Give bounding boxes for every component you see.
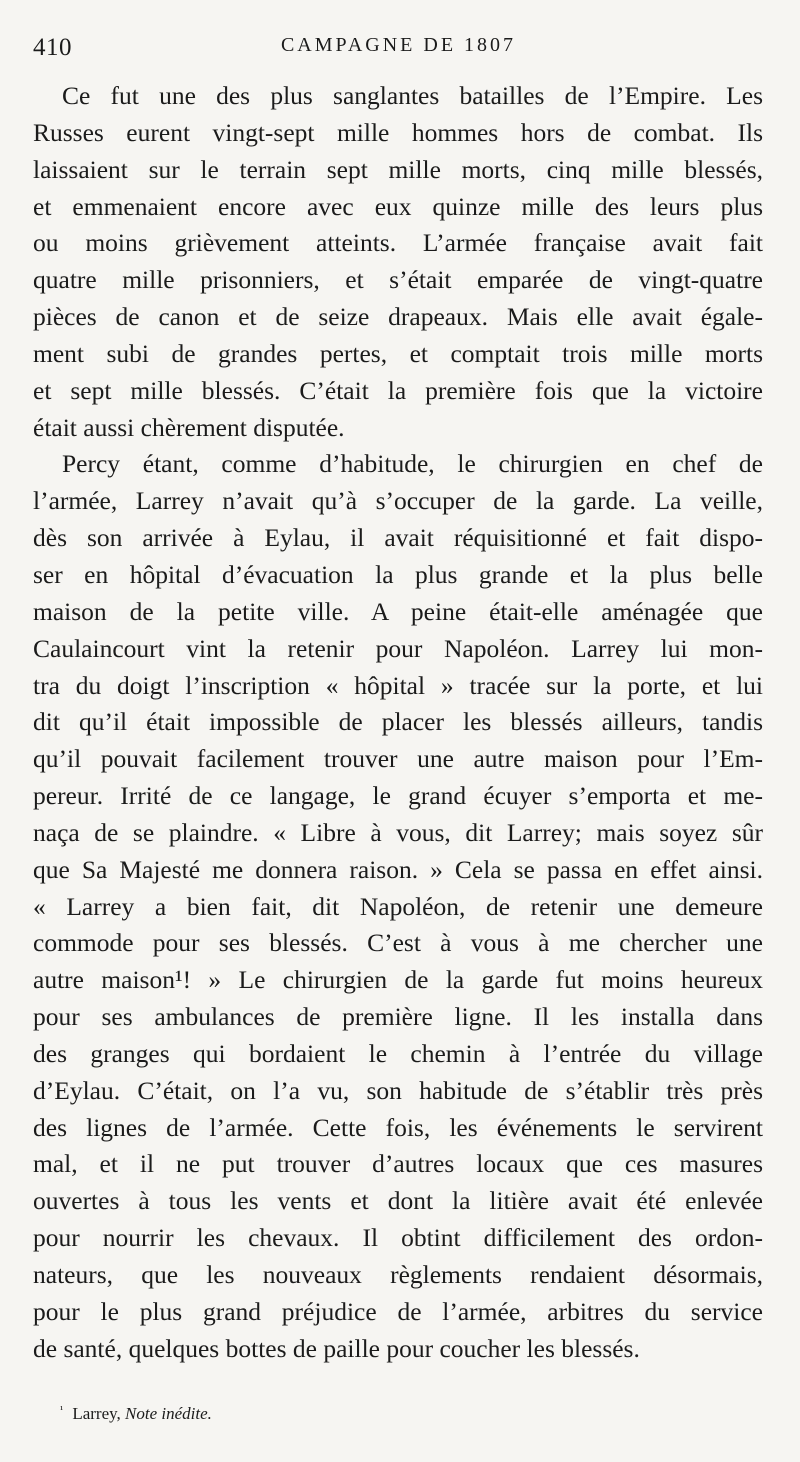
- text-line: que Sa Majesté me donnera raison. » Cela se passa en effet ainsi.: [33, 854, 763, 884]
- text-line: Caulaincourt vint la retenir pour Napoléon. Larrey lui mon-: [33, 633, 763, 663]
- text-line: ou moins grièvement atteints. L’armée française avait fait: [33, 228, 763, 258]
- text-line: pièces de canon et de seize drapeaux. Mais elle avait égale-: [33, 302, 763, 332]
- text-line: Russes eurent vingt-sept mille hommes hors de combat. Ils: [33, 117, 763, 147]
- text-line: l’armée, Larrey n’avait qu’à s’occuper de la garde. La veille,: [33, 486, 763, 516]
- text-line: et emmenaient encore avec eux quinze mille des leurs plus: [33, 191, 763, 221]
- text-line: ouvertes à tous les vents et dont la litière avait été enlevée: [33, 1186, 763, 1216]
- footnote-author: Larrey,: [72, 1404, 121, 1423]
- text-line: pereur. Irrité de ce langage, le grand écuyer s’emporta et me-: [33, 781, 763, 811]
- text-line: nateurs, que les nouveaux règlements rendaient désormais,: [33, 1260, 763, 1289]
- text-line: maison de la petite ville. A peine était-elle aménagée que: [33, 596, 763, 626]
- text-line: commode pour ses blessés. C’est à vous à me chercher une: [33, 928, 763, 958]
- text-line: des granges qui bordaient le chemin à l’entrée du village: [33, 1038, 763, 1068]
- text-line: dit qu’il était impossible de placer les blessés ailleurs, tandis: [33, 707, 763, 737]
- text-line: ser en hôpital d’évacuation la plus grande et la plus belle: [33, 559, 763, 589]
- text-line: « Larrey a bien fait, dit Napoléon, de retenir une demeure: [33, 891, 763, 921]
- text-line: pour le plus grand préjudice de l’armée, arbitres du service: [33, 1296, 763, 1326]
- text-line: et sept mille blessés. C’était la première fois que la victoire: [33, 375, 763, 405]
- footnote: [60, 1404, 212, 1424]
- page-number: 410: [33, 34, 72, 61]
- text-line: laissaient sur le terrain sept mille morts, cinq mille blessés,: [33, 154, 763, 184]
- text-line: qu’il pouvait facilement trouver une autre maison pour l’Em-: [33, 744, 763, 774]
- text-line: pour nourrir les chevaux. Il obtint difficilement des ordon-: [33, 1223, 763, 1253]
- text-line: dès son arrivée à Eylau, il avait réquisitionné et fait dispo-: [33, 523, 763, 553]
- text-line: était aussi chèrement disputée.: [33, 412, 345, 442]
- body-text: [33, 78, 763, 1368]
- text-line: quatre mille prisonniers, et s’était emparée de vingt-quatre: [33, 265, 763, 295]
- text-line: mal, et il ne put trouver d’autres locaux que ces masures: [33, 1149, 763, 1179]
- footnote-source: Note inédite.: [125, 1404, 212, 1423]
- text-line: des lignes de l’armée. Cette fois, les événements le servirent: [33, 1112, 763, 1142]
- text-line: de santé, quelques bottes de paille pour coucher les blessés.: [33, 1333, 640, 1363]
- running-title: CAMPAGNE DE 1807: [280, 34, 517, 56]
- text-line: autre maison¹! » Le chirurgien de la garde fut moins heureux: [33, 965, 763, 995]
- footnote-mark: ¹: [60, 1404, 64, 1416]
- text-line: Ce fut une des plus sanglantes batailles de l’Empire. Les: [62, 81, 763, 110]
- text-line: ment subi de grandes pertes, et comptait trois mille morts: [33, 338, 763, 368]
- text-line: naça de se plaindre. « Libre à vous, dit Larrey; mais soyez sûr: [33, 817, 763, 847]
- text-line: d’Eylau. C’était, on l’a vu, son habitude de s’établir très près: [33, 1075, 763, 1105]
- page-header: [33, 30, 764, 66]
- text-line: tra du doigt l’inscription « hôpital » tracée sur la porte, et lui: [33, 670, 763, 700]
- text-line: Percy étant, comme d’habitude, le chirurgien en chef de: [62, 449, 763, 479]
- text-line: pour ses ambulances de première ligne. Il les installa dans: [33, 1002, 763, 1032]
